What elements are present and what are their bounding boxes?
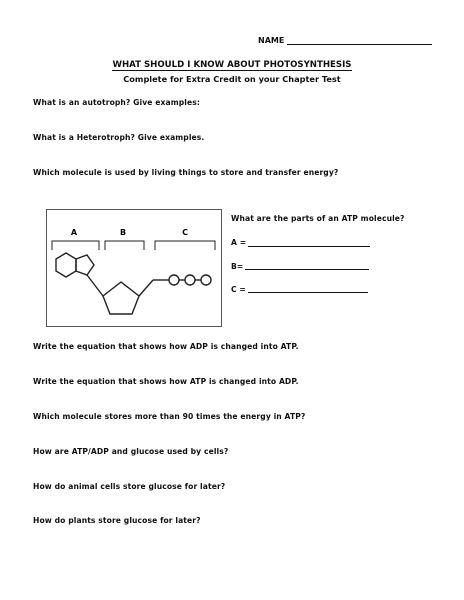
bracket-c [155, 241, 215, 250]
question-energy-molecule: Which molecule is used by living things to store and transfer energy? [33, 168, 339, 177]
worksheet-title [0, 60, 464, 70]
ribose-pentagon [103, 282, 139, 314]
phosphate-3 [201, 275, 211, 285]
atp-molecule-drawing [47, 210, 223, 328]
diagram-label-b: B [119, 228, 127, 237]
label-b: B= [231, 262, 244, 271]
answer-c-line[interactable] [248, 292, 368, 293]
adenine-pentagon [76, 255, 94, 275]
phosphate-2 [185, 275, 195, 285]
label-c: C = [231, 285, 246, 294]
question-adp-to-atp: Write the equation that shows how ADP is changed into ATP. [33, 342, 299, 351]
answer-b-line[interactable] [245, 269, 369, 270]
name-label: NAME [258, 36, 285, 45]
phosphate-1 [169, 275, 179, 285]
question-heterotroph: What is a Heterotroph? Give examples. [33, 133, 205, 142]
answer-a-line[interactable] [248, 246, 370, 247]
question-animal-glucose: How do animal cells store glucose for later? [33, 482, 226, 491]
question-atp-parts: What are the parts of an ATP molecule? [231, 214, 405, 223]
question-plant-glucose: How do plants store glucose for later? [33, 516, 201, 525]
adenine-hexagon [56, 253, 76, 277]
atp-diagram [46, 209, 222, 327]
diagram-label-c: C [182, 228, 188, 237]
question-atp-glucose-use: How are ATP/ADP and glucose used by cells? [33, 447, 229, 456]
label-a: A = [231, 238, 247, 247]
bracket-b [105, 241, 144, 250]
worksheet-subtitle: Complete for Extra Credit on your Chapter Test [123, 74, 341, 84]
name-field[interactable] [287, 44, 432, 45]
question-atp-to-adp: Write the equation that shows how ATP is changed into ADP. [33, 377, 299, 386]
worksheet-title-text: WHAT SHOULD I KNOW ABOUT PHOTOSYNTHESIS [112, 60, 352, 70]
ribose-phosphate-bond [139, 280, 153, 296]
question-autotroph: What is an autotroph? Give examples: [33, 98, 200, 107]
question-90-times-energy: Which molecule stores more than 90 times the energy in ATP? [33, 412, 306, 421]
bracket-a [52, 241, 99, 250]
diagram-label-a: A [70, 228, 78, 237]
adenine-ribose-bond [87, 275, 103, 296]
